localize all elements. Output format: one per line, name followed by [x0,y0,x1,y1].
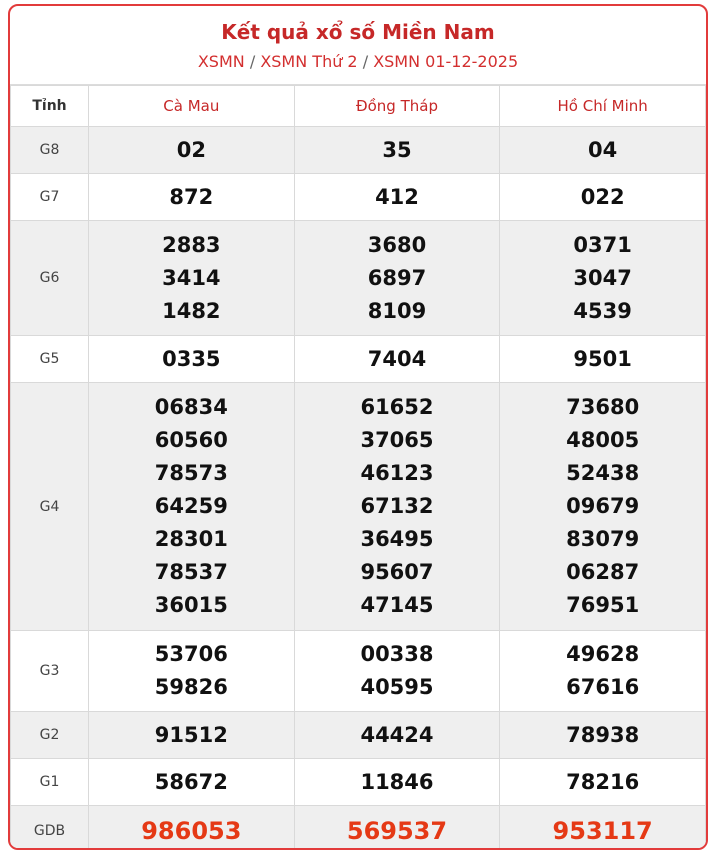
prize-number: 11846 [360,769,434,794]
prize-number: 37065 [360,428,434,452]
result-cell [294,174,500,221]
prize-number: 48005 [566,428,640,452]
prize-number: 44424 [360,722,434,747]
result-cell [294,127,500,174]
prize-number: 3414 [162,265,221,290]
prize-number: 73680 [566,395,640,419]
result-cell [500,806,706,851]
breadcrumb-link-date[interactable]: XSMN 01-12-2025 [373,52,519,71]
prize-number: 46123 [360,461,434,485]
result-cell [294,631,500,712]
prize-label: G4 [11,383,89,631]
results-header [10,6,706,85]
province-header[interactable]: Hồ Chí Minh [500,86,706,127]
prize-number: 04 [588,137,618,162]
result-cell [294,806,500,851]
breadcrumb [10,52,706,71]
table-row [11,759,706,806]
prize-number: 95607 [360,560,434,584]
prize-number: 4539 [573,298,632,323]
prize-number: 78938 [566,722,640,747]
result-cell [500,712,706,759]
prize-number: 58672 [154,769,228,794]
prize-number: 022 [580,184,625,209]
prize-number: 2883 [162,232,221,257]
table-row [11,221,706,336]
prize-label: G3 [11,631,89,712]
prize-label: GDB [11,806,89,851]
prize-number: 60560 [154,428,228,452]
prize-number: 8109 [367,298,427,323]
prize-number: 59826 [154,675,228,699]
prize-number: 78216 [566,769,640,794]
special-prize-number: 953117 [552,816,653,845]
prize-number: 02 [176,137,206,162]
table-row [11,806,706,851]
result-cell [294,759,500,806]
result-cell [89,631,295,712]
table-row [11,712,706,759]
prize-number: 78537 [154,560,228,584]
prize-number: 412 [375,184,419,209]
prize-number: 9501 [573,346,632,371]
result-cell [294,712,500,759]
result-cell [500,336,706,383]
result-cell [89,712,295,759]
prize-number: 3680 [367,232,427,257]
prize-label: G5 [11,336,89,383]
result-cell [89,806,295,851]
province-header[interactable]: Cà Mau [89,86,295,127]
results-body [11,127,706,851]
result-cell [89,383,295,631]
header-province-label: Tỉnh [11,86,89,127]
page-title: Kết quả xổ số Miền Nam [221,20,495,44]
prize-number: 64259 [154,494,228,518]
result-cell [89,336,295,383]
special-prize-number: 569537 [346,816,448,845]
province-header[interactable]: Đồng Tháp [294,86,500,127]
prize-number: 06834 [154,395,228,419]
prize-number: 7404 [367,346,427,371]
result-cell [294,383,500,631]
prize-number: 1482 [162,298,221,323]
prize-number: 47145 [360,593,434,617]
result-cell [500,127,706,174]
prize-label: G6 [11,221,89,336]
results-card [8,4,708,850]
prize-number: 09679 [566,494,640,518]
prize-number: 0371 [573,232,632,257]
result-cell [500,174,706,221]
prize-label: G7 [11,174,89,221]
prize-number: 6897 [367,265,427,290]
prize-number: 67132 [360,494,434,518]
result-cell [500,383,706,631]
prize-number: 00338 [360,642,434,666]
prize-number: 06287 [566,560,640,584]
breadcrumb-separator: / [249,52,256,71]
prize-number: 35 [382,137,412,162]
prize-number: 28301 [154,527,228,551]
breadcrumb-link-weekday[interactable]: XSMN Thứ 2 [260,52,358,71]
prize-number: 872 [169,184,214,209]
result-cell [500,221,706,336]
table-row [11,336,706,383]
breadcrumb-separator: / [362,52,369,71]
table-row [11,383,706,631]
prize-number: 40595 [360,675,434,699]
prize-number: 61652 [360,395,434,419]
result-cell [500,631,706,712]
prize-number: 67616 [566,675,640,699]
prize-number: 36495 [360,527,434,551]
prize-number: 91512 [154,722,228,747]
prize-number: 49628 [566,642,640,666]
prize-number: 53706 [154,642,228,666]
table-row [11,631,706,712]
table-header-row [11,86,706,127]
result-cell [294,221,500,336]
prize-number: 83079 [566,527,640,551]
table-row [11,127,706,174]
result-cell [89,221,295,336]
prize-number: 76951 [566,593,640,617]
prize-label: G8 [11,127,89,174]
special-prize-number: 986053 [141,816,242,845]
result-cell [89,127,295,174]
prize-label: G2 [11,712,89,759]
prize-number: 0335 [162,346,221,371]
prize-number: 78573 [154,461,228,485]
result-cell [500,759,706,806]
breadcrumb-link-xsmn[interactable]: XSMN [197,52,245,71]
prize-number: 3047 [573,265,632,290]
prize-number: 52438 [566,461,640,485]
prize-label: G1 [11,759,89,806]
result-cell [89,759,295,806]
result-cell [294,336,500,383]
prize-number: 36015 [154,593,228,617]
result-cell [89,174,295,221]
results-table [10,85,706,850]
table-row [11,174,706,221]
